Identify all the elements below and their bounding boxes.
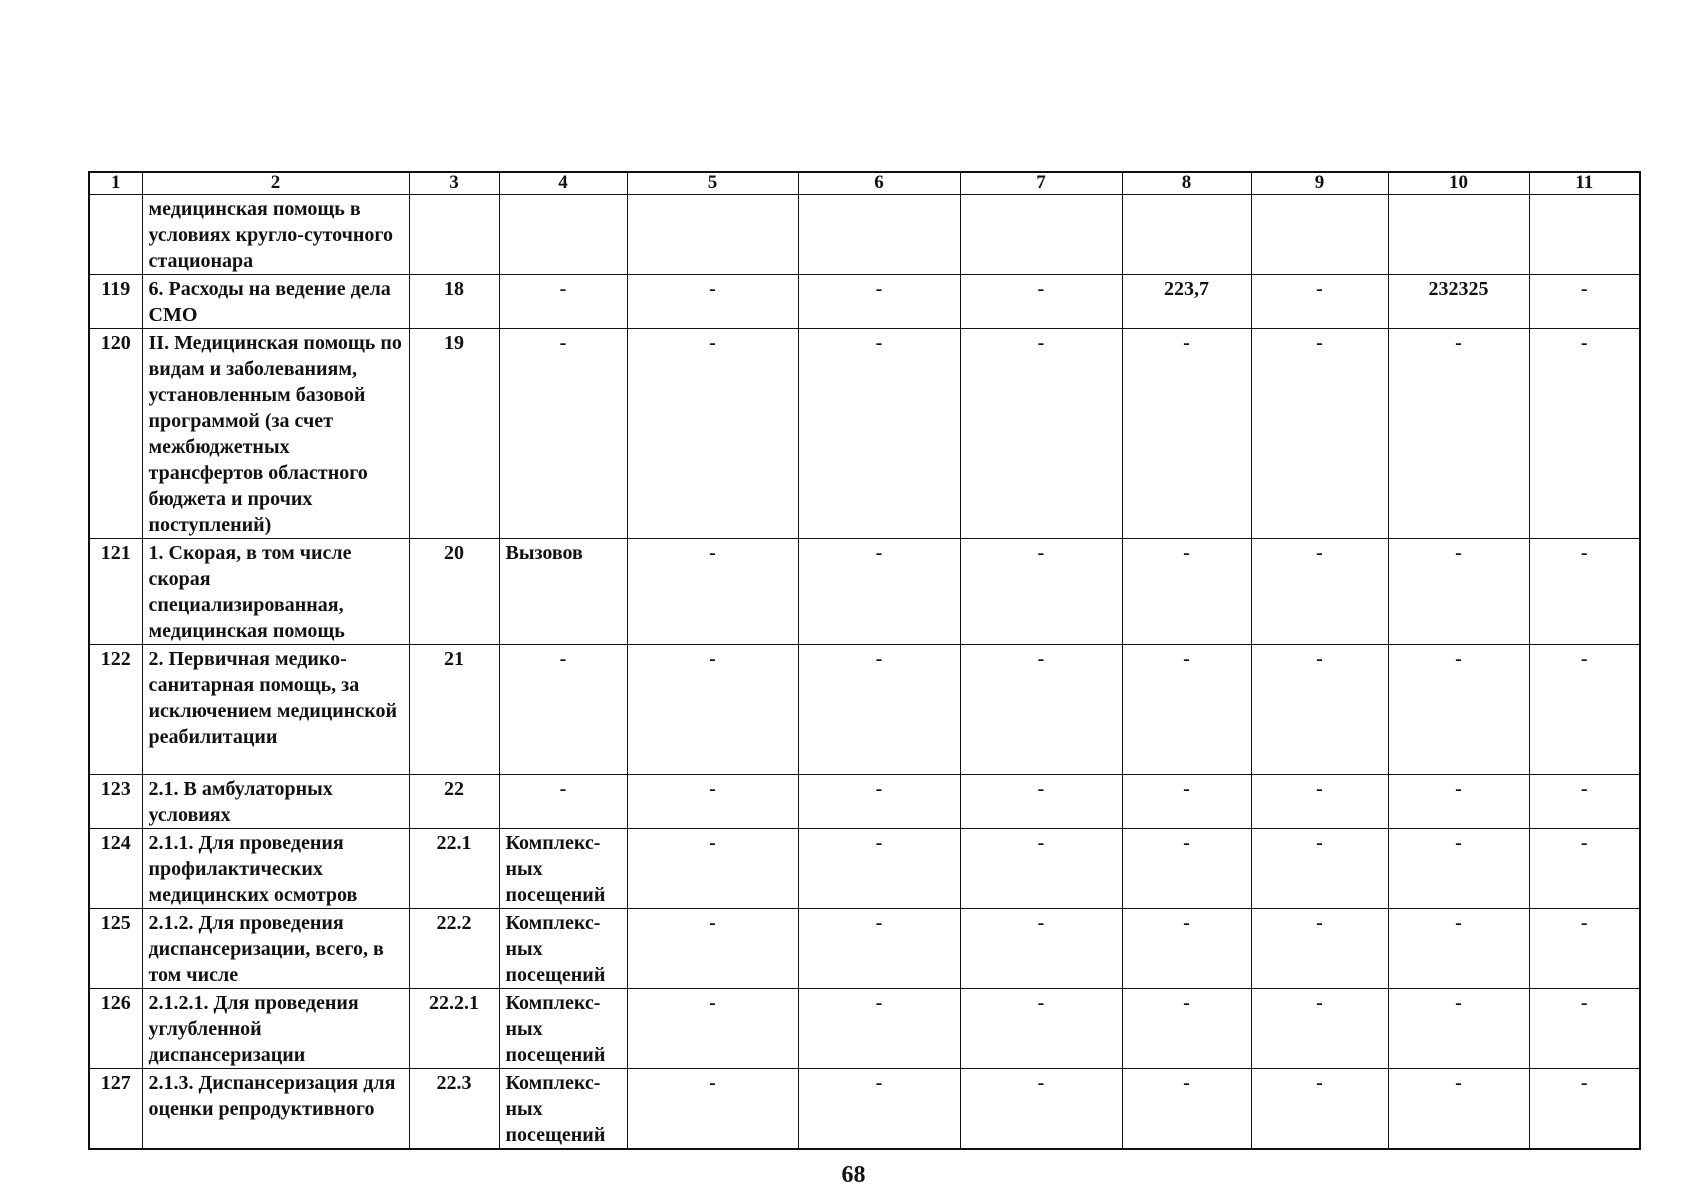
cell-col6: -: [798, 828, 960, 908]
table-row: [89, 988, 1640, 1068]
row-number: 121: [89, 538, 142, 644]
table-row: [89, 328, 1640, 538]
column-header: 7: [960, 172, 1122, 194]
cell-col10: -: [1388, 828, 1529, 908]
row-unit: Комплекс-ных посещений: [499, 828, 627, 908]
cell-col11: -: [1529, 538, 1640, 644]
cell-col8: -: [1122, 988, 1251, 1068]
cell-col6: -: [798, 908, 960, 988]
row-name: 6. Расходы на ведение дела СМО: [142, 274, 409, 328]
table-row: [89, 538, 1640, 644]
column-header: 6: [798, 172, 960, 194]
cell-col9: -: [1251, 274, 1388, 328]
cell-col11: -: [1529, 328, 1640, 538]
row-code: 20: [409, 538, 499, 644]
cell-col8: [1122, 194, 1251, 274]
cell-col7: -: [960, 774, 1122, 828]
cell-col10: -: [1388, 538, 1529, 644]
cell-col10: -: [1388, 774, 1529, 828]
cell-col8: -: [1122, 644, 1251, 774]
row-code: 18: [409, 274, 499, 328]
cell-col7: -: [960, 538, 1122, 644]
row-code: 22.1: [409, 828, 499, 908]
cell-col5: -: [627, 1068, 798, 1149]
row-code: 22.3: [409, 1068, 499, 1149]
cell-col11: -: [1529, 828, 1640, 908]
cell-col11: [1529, 194, 1640, 274]
cell-col5: -: [627, 274, 798, 328]
header-row: [89, 172, 1640, 194]
cell-col7: -: [960, 274, 1122, 328]
row-name: 1. Скорая, в том числе скорая специализированная, медицинская помощь: [142, 538, 409, 644]
row-unit: Комплекс-ных посещений: [499, 1068, 627, 1149]
cell-col8: -: [1122, 1068, 1251, 1149]
row-number: 126: [89, 988, 142, 1068]
row-code: 22.2.1: [409, 988, 499, 1068]
cell-col11: -: [1529, 988, 1640, 1068]
row-unit: -: [499, 328, 627, 538]
row-number: 120: [89, 328, 142, 538]
cell-col9: -: [1251, 644, 1388, 774]
page-number: 68: [841, 1162, 866, 1188]
column-header: 2: [142, 172, 409, 194]
table-row: [89, 774, 1640, 828]
cell-col9: -: [1251, 988, 1388, 1068]
cell-col11: -: [1529, 908, 1640, 988]
row-number: 125: [89, 908, 142, 988]
cell-col9: -: [1251, 538, 1388, 644]
row-number: 122: [89, 644, 142, 774]
cell-col5: -: [627, 774, 798, 828]
row-name: медицинская помощь в условиях кругло-суточного стационара: [142, 194, 409, 274]
cell-col10: -: [1388, 1068, 1529, 1149]
table-row: [89, 828, 1640, 908]
cell-col7: -: [960, 1068, 1122, 1149]
column-header: 10: [1388, 172, 1529, 194]
cell-col11: -: [1529, 644, 1640, 774]
cell-col7: [960, 194, 1122, 274]
data-table: [88, 171, 1641, 1150]
cell-col5: -: [627, 988, 798, 1068]
cell-col5: -: [627, 644, 798, 774]
row-unit: Комплекс-ных посещений: [499, 908, 627, 988]
cell-col6: -: [798, 644, 960, 774]
cell-col10: -: [1388, 644, 1529, 774]
column-header: 3: [409, 172, 499, 194]
row-code: 22: [409, 774, 499, 828]
row-name: II. Медицинская помощь по видам и заболеваниям, установленным базовой программой (за счет межбюджетных трансфертов областного бюджета и прочих поступлений): [142, 328, 409, 538]
row-name: 2.1.3. Диспансеризация для оценки репродуктивного: [142, 1068, 409, 1149]
cell-col7: -: [960, 828, 1122, 908]
row-code: 22.2: [409, 908, 499, 988]
column-header: 5: [627, 172, 798, 194]
cell-col5: [627, 194, 798, 274]
column-header: 4: [499, 172, 627, 194]
cell-col5: -: [627, 538, 798, 644]
row-unit: -: [499, 274, 627, 328]
cell-col11: -: [1529, 774, 1640, 828]
row-name: 2.1.1. Для проведения профилактических медицинских осмотров: [142, 828, 409, 908]
row-unit: [499, 194, 627, 274]
cell-col7: -: [960, 644, 1122, 774]
column-header: 11: [1529, 172, 1640, 194]
cell-col10: 232325: [1388, 274, 1529, 328]
cell-col5: -: [627, 328, 798, 538]
cell-col11: -: [1529, 1068, 1640, 1149]
cell-col8: -: [1122, 538, 1251, 644]
cell-col11: -: [1529, 274, 1640, 328]
cell-col8: -: [1122, 328, 1251, 538]
cell-col9: -: [1251, 908, 1388, 988]
table-row: [89, 274, 1640, 328]
cell-col5: -: [627, 828, 798, 908]
row-code: 19: [409, 328, 499, 538]
cell-col10: [1388, 194, 1529, 274]
column-header: 9: [1251, 172, 1388, 194]
cell-col6: -: [798, 274, 960, 328]
cell-col5: -: [627, 908, 798, 988]
table-row: [89, 194, 1640, 274]
cell-col10: -: [1388, 988, 1529, 1068]
cell-col9: -: [1251, 1068, 1388, 1149]
row-number: 124: [89, 828, 142, 908]
cell-col9: -: [1251, 828, 1388, 908]
cell-col8: -: [1122, 774, 1251, 828]
row-unit: -: [499, 774, 627, 828]
row-unit: -: [499, 644, 627, 774]
cell-col8: -: [1122, 828, 1251, 908]
cell-col9: -: [1251, 774, 1388, 828]
row-name: 2. Первичная медико-санитарная помощь, за исключением медицинской реабилитации: [142, 644, 409, 774]
row-number: [89, 194, 142, 274]
cell-col8: -: [1122, 908, 1251, 988]
cell-col6: -: [798, 1068, 960, 1149]
row-code: 21: [409, 644, 499, 774]
row-number: 123: [89, 774, 142, 828]
table-row: [89, 908, 1640, 988]
cell-col7: -: [960, 328, 1122, 538]
row-unit: Вызовов: [499, 538, 627, 644]
cell-col8: 223,7: [1122, 274, 1251, 328]
column-header: 8: [1122, 172, 1251, 194]
cell-col6: -: [798, 538, 960, 644]
cell-col6: -: [798, 988, 960, 1068]
table-row: [89, 644, 1640, 774]
row-unit: Комплекс-ных посещений: [499, 988, 627, 1068]
table-body: [89, 194, 1640, 1149]
cell-col10: -: [1388, 908, 1529, 988]
row-number: 127: [89, 1068, 142, 1149]
row-code: [409, 194, 499, 274]
cell-col7: -: [960, 908, 1122, 988]
cell-col6: -: [798, 328, 960, 538]
row-name: 2.1.2.1. Для проведения углубленной диспансеризации: [142, 988, 409, 1068]
cell-col6: -: [798, 774, 960, 828]
cell-col10: -: [1388, 328, 1529, 538]
cell-col6: [798, 194, 960, 274]
row-name: 2.1. В амбулаторных условиях: [142, 774, 409, 828]
table-row: [89, 1068, 1640, 1149]
row-name: 2.1.2. Для проведения диспансеризации, всего, в том числе: [142, 908, 409, 988]
column-header: 1: [89, 172, 142, 194]
row-number: 119: [89, 274, 142, 328]
cell-col9: -: [1251, 328, 1388, 538]
cell-col9: [1251, 194, 1388, 274]
cell-col7: -: [960, 988, 1122, 1068]
